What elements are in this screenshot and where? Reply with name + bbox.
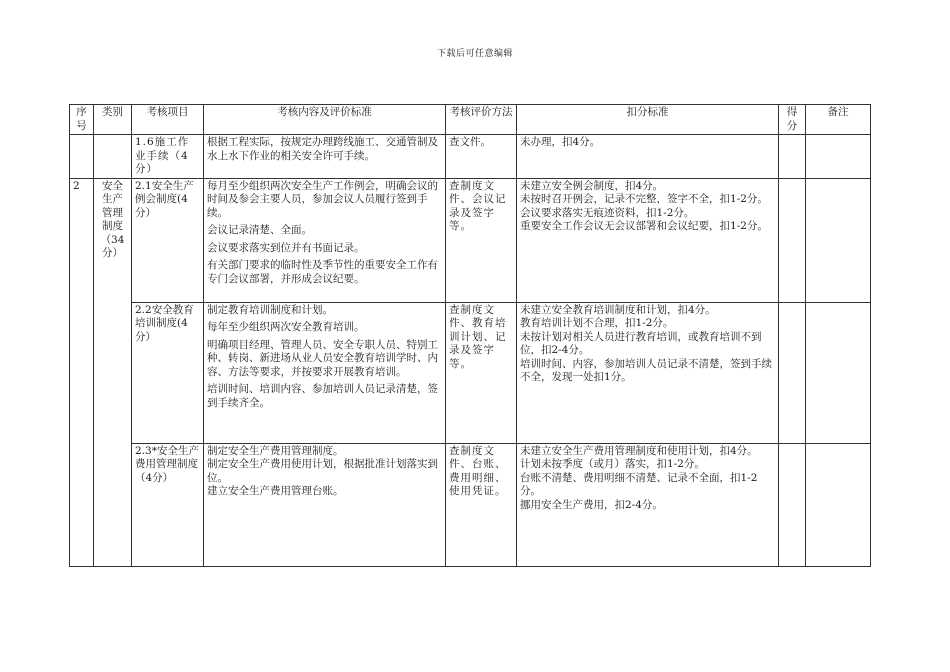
content-line: 建立安全生产费用管理台账。 bbox=[207, 485, 344, 497]
assessment-table bbox=[69, 104, 871, 567]
category-line: 生产 bbox=[102, 193, 123, 205]
category-line: 制度 bbox=[102, 220, 123, 232]
cell-content bbox=[204, 302, 446, 443]
deduction-line: 未按时召开例会，记录不完整，签字不全，扣1-2分。 bbox=[520, 193, 768, 205]
content-line: 制定安全生产费用使用计划，根据批准计划落实到位。 bbox=[207, 458, 438, 484]
category-line: （34 bbox=[100, 233, 125, 246]
deduction-line: 未按计划对相关人员进行教育培训，或教育培训不到位，扣2-4分。 bbox=[520, 330, 762, 356]
deduction-line: 挪用安全生产费用，扣2-4分。 bbox=[520, 498, 663, 511]
col-header-category: 类别 bbox=[94, 105, 132, 135]
table-row bbox=[70, 443, 871, 566]
content-line: 会议要求落实到位并有书面记录。 bbox=[207, 241, 365, 254]
cell-content: 根据工程实际，按规定办理跨线施工、交通管制及水上水下作业的相关安全许可手续。 bbox=[204, 135, 446, 179]
deduction-line: 未建立安全生产费用管理制度和使用计划，扣4分。 bbox=[520, 444, 758, 457]
cell-section-category bbox=[94, 178, 132, 566]
header-note: 下载后可任意编辑 bbox=[436, 49, 513, 59]
col-header-remark: 备注 bbox=[806, 105, 871, 135]
col-header-method: 考核评价方法 bbox=[446, 105, 517, 135]
cell-item: 2.2安全教育培训制度(4分） bbox=[132, 302, 204, 443]
cell-score bbox=[779, 135, 806, 179]
deduction-line: 教育培训计划不合理，扣1-2分。 bbox=[520, 317, 674, 329]
cell-method: 查文件。 bbox=[446, 135, 517, 179]
cell-remark bbox=[806, 135, 871, 179]
cell-item: 2.1安全生产例会制度(4分） bbox=[132, 178, 204, 302]
col-header-no: 序号 bbox=[70, 105, 94, 135]
cell-deduction bbox=[517, 178, 779, 302]
table-row bbox=[70, 302, 871, 443]
cell-content bbox=[204, 178, 446, 302]
category-line: 安全 bbox=[102, 179, 123, 192]
content-line: 每年至少组织两次安全教育培训。 bbox=[207, 321, 365, 333]
cell-score bbox=[779, 443, 806, 566]
cell-method: 查制度文件、会议记录及签字等。 bbox=[446, 178, 517, 302]
table-row bbox=[70, 178, 871, 302]
content-line: 明确项目经理、管理人员、安全专职人员、特别工种、转岗、新进场从业人员安全教育培训学时、内容、方法等要求，并按要求开展教育培训。 bbox=[207, 338, 438, 378]
category-line: 管理 bbox=[102, 206, 123, 219]
deduction-line: 培训时间、内容，参加培训人员记录不清楚，签到手续不全，发现一处扣1分。 bbox=[520, 357, 772, 383]
cell-content bbox=[204, 443, 446, 566]
content-line: 有关部门要求的临时性及季节性的重要安全工作有专门会议部署，并形成会议纪要。 bbox=[207, 259, 438, 285]
cell-method: 查制度文件、台账、费用明细、使用凭证。 bbox=[446, 443, 517, 566]
cell-category bbox=[94, 135, 132, 179]
cell-deduction bbox=[517, 302, 779, 443]
cell-no bbox=[70, 135, 94, 179]
content-line: 会议记录清楚、全面。 bbox=[207, 224, 312, 236]
content-line: 制定安全生产费用管理制度。 bbox=[207, 444, 344, 457]
table-row bbox=[70, 135, 871, 179]
deduction-line: 未建立安全例会制度，扣4分。 bbox=[520, 179, 664, 192]
deduction-line: 会议要求落实无痕迹资料，扣1-2分。 bbox=[520, 206, 695, 219]
deduction-line: 重要安全工作会议无会议部署和会议纪要，扣1-2分。 bbox=[520, 220, 768, 232]
cell-remark bbox=[806, 302, 871, 443]
content-line: 培训时间、培训内容、参加培训人员记录清楚，签到手续齐全。 bbox=[207, 383, 438, 409]
content-line: 每月至少组织两次安全生产工作例会，明确会议的时间及参会主要人员，参加会议人员履行签到手续。 bbox=[207, 179, 438, 219]
col-header-deduction: 扣分标准 bbox=[517, 105, 779, 135]
cell-item: 1.6施工作业手续（4分） bbox=[132, 135, 204, 179]
cell-deduction: 未办理，扣4分。 bbox=[517, 135, 779, 179]
cell-remark bbox=[806, 178, 871, 302]
deduction-line: 台账不清楚、费用明细不清楚、记录不全面，扣1-2分。 bbox=[520, 471, 758, 497]
category-line: 分） bbox=[102, 247, 123, 259]
col-header-score: 得分 bbox=[779, 105, 806, 135]
cell-item: 2.3*安全生产费用管理制度（4分） bbox=[132, 443, 204, 566]
cell-remark bbox=[806, 443, 871, 566]
cell-section-no: 2 bbox=[70, 178, 94, 566]
cell-score bbox=[779, 302, 806, 443]
col-header-content: 考核内容及评价标准 bbox=[204, 105, 446, 135]
cell-deduction bbox=[517, 443, 779, 566]
cell-method: 查制度文件、教育培训计划、记录及签字等。 bbox=[446, 302, 517, 443]
col-header-item: 考核项目 bbox=[132, 105, 204, 135]
deduction-line: 计划未按季度（或月）落实，扣1-2分。 bbox=[520, 458, 705, 470]
deduction-line: 未建立安全教育培训制度和计划，扣4分。 bbox=[520, 303, 716, 316]
content-line: 制定教育培训制度和计划。 bbox=[207, 303, 333, 316]
table-header-row bbox=[70, 105, 871, 135]
cell-score bbox=[779, 178, 806, 302]
